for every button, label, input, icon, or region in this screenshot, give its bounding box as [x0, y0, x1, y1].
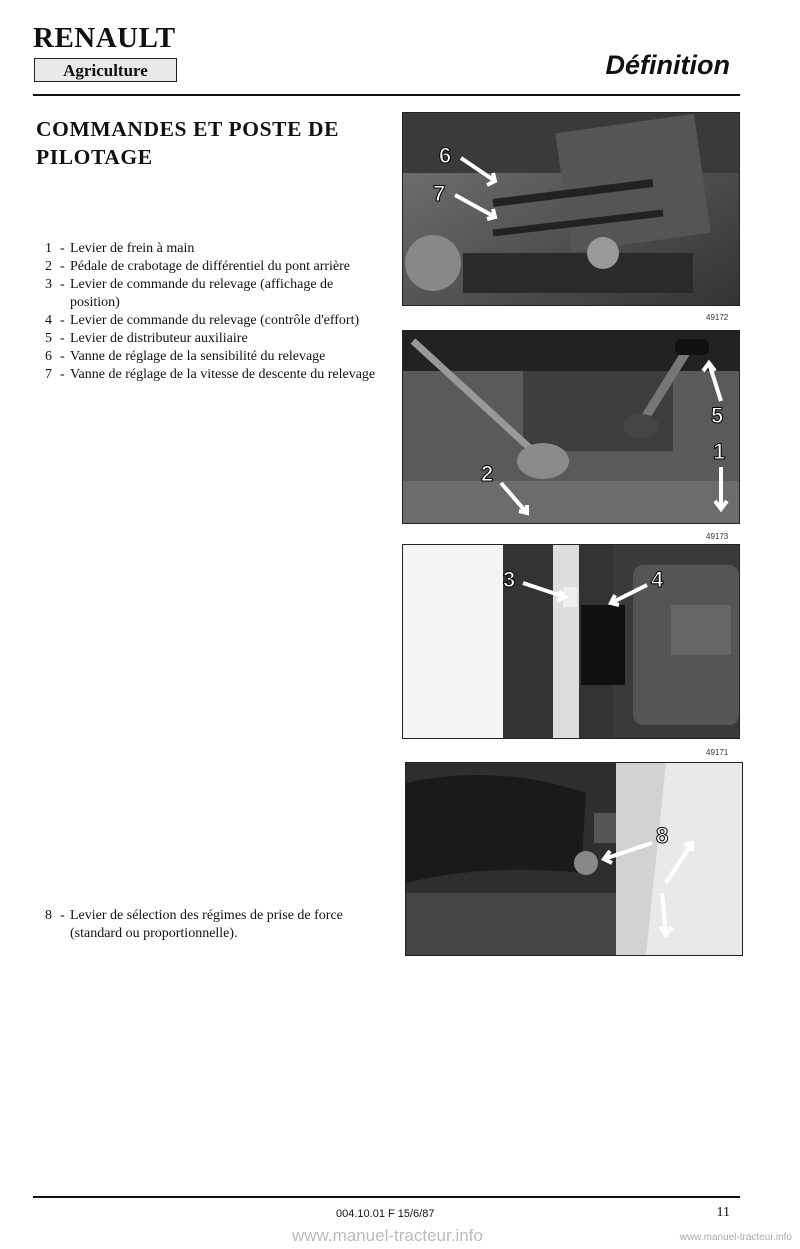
photo-levers [402, 330, 740, 524]
callout-6: 6 [439, 143, 452, 168]
callout-arrows [406, 763, 742, 955]
legend-item: 5 - Levier de distributeur auxiliaire [45, 330, 385, 348]
legend-text: Levier de frein à main [70, 241, 195, 256]
legend-text: Pédale de crabotage de différentiel du pont arrière [70, 259, 350, 274]
legend-item: 1 - Levier de frein à main [45, 240, 385, 258]
legend-num: 3 [45, 277, 52, 292]
watermark: www.manuel-tracteur.info [292, 1226, 483, 1245]
legend-num: 4 [45, 313, 52, 328]
legend-item: 2 - Pédale de crabotage de différentiel du pont arrière [45, 258, 385, 276]
watermark-small: www.manuel-tracteur.info [679, 1232, 792, 1243]
callout-5: 5 [711, 403, 724, 428]
legend-text: Levier de sélection des régimes de prise de force (standard ou proportionnelle). [70, 908, 343, 941]
sub-brand-box: Agriculture [34, 58, 177, 82]
legend-text: Levier de commande du relevage (contrôle d'effort) [70, 313, 360, 328]
legend-text: Levier de distributeur auxiliaire [70, 331, 248, 346]
callout-arrows [403, 545, 739, 738]
legend-num: 8 [45, 908, 52, 923]
legend-text: Vanne de réglage de la vitesse de descente du relevage [70, 367, 376, 382]
page-number: 11 [716, 1205, 730, 1220]
doc-reference: 004.10.01 F 15/6/87 [336, 1208, 435, 1220]
legend-item: 7 - Vanne de réglage de la vitesse de descente du relevage [45, 366, 385, 384]
legend-list-8 [45, 907, 375, 943]
callout-8: 8 [656, 823, 669, 848]
brand-logo: RENAULT [33, 22, 176, 54]
header-rule [33, 94, 740, 96]
photo-relevage [402, 544, 740, 739]
callout-1: 1 [713, 439, 726, 464]
callout-arrows [403, 331, 739, 523]
callout-4: 4 [651, 567, 664, 592]
legend-item: 4 - Levier de commande du relevage (contrôle d'effort) [45, 312, 385, 330]
footer-rule [33, 1196, 740, 1198]
callout-3: 3 [503, 567, 516, 592]
legend-num: 5 [45, 331, 52, 346]
legend-item: 3 - Levier de commande du relevage (affichage de position) [45, 276, 385, 312]
photo-pto [405, 762, 743, 956]
legend-num: 2 [45, 259, 52, 274]
photo-ref: 49172 [706, 313, 729, 322]
callout-2: 2 [481, 461, 494, 486]
callout-7: 7 [433, 181, 446, 206]
legend-num: 1 [45, 241, 52, 256]
page-title: COMMANDES ET POSTE DE PILOTAGE [36, 117, 340, 169]
legend-list [45, 240, 385, 384]
legend-text: Levier de commande du relevage (affichage de position) [70, 277, 334, 310]
photo-valves [402, 112, 740, 306]
photo-ref: 49173 [706, 532, 729, 541]
legend-num: 7 [45, 367, 52, 382]
legend-item: 6 - Vanne de réglage de la sensibilité du relevage [45, 348, 385, 366]
legend-text: Vanne de réglage de la sensibilité du relevage [70, 349, 326, 364]
legend-item: 8 - Levier de sélection des régimes de prise de force (standard ou proportionnelle). [45, 907, 375, 943]
legend-num: 6 [45, 349, 52, 364]
callout-arrows [403, 113, 739, 305]
section-title: Définition [605, 50, 730, 80]
photo-ref: 49171 [706, 748, 729, 757]
